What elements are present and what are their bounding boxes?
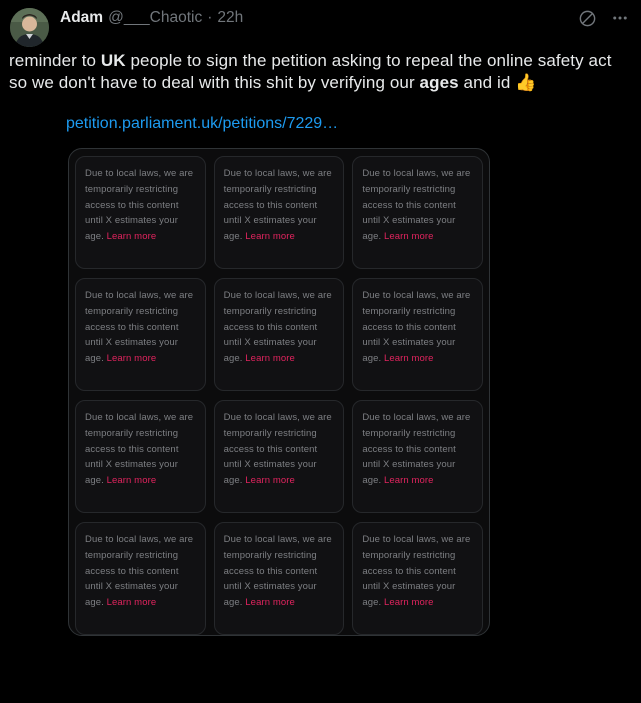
learn-more-link[interactable]: Learn more (383, 475, 434, 487)
restricted-media-tile[interactable] (214, 156, 345, 269)
thumbs-up-icon: 👍 (515, 73, 537, 93)
learn-more-link[interactable]: Learn more (245, 475, 295, 487)
restriction-text: Due to local laws, we are temporarily restricting access to this content until X estimates your age. Learn more (85, 534, 194, 609)
learn-more-link[interactable]: Learn more (106, 597, 157, 609)
media-container (0, 134, 641, 636)
tweet-text (0, 47, 641, 94)
restricted-media-tile[interactable] (75, 156, 206, 269)
header-actions (578, 9, 631, 28)
restricted-media-tile[interactable] (352, 400, 483, 513)
tweet-header-right (49, 8, 631, 28)
tweet-text-seg-0: reminder to (9, 51, 101, 70)
restricted-media-tile[interactable] (75, 278, 206, 391)
tweet-text-seg-2: people to sign the petition asking to repeal the online safety act so we don't have to deal with this shit by verifying our (9, 51, 612, 92)
mute-icon[interactable] (578, 9, 597, 28)
learn-more-link[interactable]: Learn more (106, 231, 157, 243)
restriction-text: Due to local laws, we are temporarily restricting access to this content until X estimates your age. Learn more (85, 168, 194, 243)
tweet-link[interactable]: petition.parliament.uk/petitions/7229… (66, 115, 339, 132)
restricted-media-tile[interactable] (75, 400, 206, 513)
learn-more-link[interactable]: Learn more (106, 475, 157, 487)
more-options-icon[interactable] (611, 9, 629, 27)
avatar[interactable] (10, 8, 49, 47)
restriction-text: Due to local laws, we are temporarily restricting access to this content until X estimates your age. Learn more (223, 290, 332, 365)
media-card[interactable] (68, 148, 490, 636)
author-display-name[interactable]: Adam (60, 9, 104, 26)
learn-more-link[interactable]: Learn more (383, 231, 434, 243)
timestamp[interactable]: 22h (217, 9, 244, 26)
restricted-media-tile[interactable] (352, 278, 483, 391)
tweet-header (0, 8, 641, 47)
media-grid (75, 156, 483, 635)
restriction-text: Due to local laws, we are temporarily restricting access to this content until X estimates your age. Learn more (223, 412, 332, 487)
restricted-media-tile[interactable] (352, 522, 483, 635)
tweet-text-seg-4: and id (458, 73, 516, 92)
restriction-text: Due to local laws, we are temporarily restricting access to this content until X estimates your age. Learn more (362, 168, 471, 243)
restricted-media-tile[interactable] (214, 278, 345, 391)
learn-more-link[interactable]: Learn more (383, 597, 434, 609)
learn-more-link[interactable]: Learn more (245, 353, 295, 365)
restriction-text: Due to local laws, we are temporarily restricting access to this content until X estimates your age. Learn more (362, 290, 471, 365)
tweet-text-seg-3: ages (419, 73, 459, 92)
restriction-text: Due to local laws, we are temporarily restricting access to this content until X estimates your age. Learn more (85, 412, 194, 487)
restriction-text: Due to local laws, we are temporarily restricting access to this content until X estimates your age. Learn more (362, 534, 471, 609)
restriction-text: Due to local laws, we are temporarily restricting access to this content until X estimates your age. Learn more (223, 534, 332, 609)
separator-dot: · (207, 9, 213, 26)
restricted-media-tile[interactable] (352, 156, 483, 269)
learn-more-link[interactable]: Learn more (245, 231, 295, 243)
learn-more-link[interactable]: Learn more (383, 353, 434, 365)
restriction-text: Due to local laws, we are temporarily restricting access to this content until X estimates your age. Learn more (85, 290, 194, 365)
restriction-text: Due to local laws, we are temporarily restricting access to this content until X estimates your age. Learn more (362, 412, 471, 487)
restricted-media-tile[interactable] (214, 522, 345, 635)
restricted-media-tile[interactable] (214, 400, 345, 513)
author-row (60, 8, 631, 28)
restriction-text: Due to local laws, we are temporarily restricting access to this content until X estimates your age. Learn more (223, 168, 332, 243)
tweet-text-seg-1: UK (100, 51, 126, 70)
restricted-media-tile[interactable] (75, 522, 206, 635)
author-handle[interactable]: @___Chaotic (108, 9, 203, 26)
learn-more-link[interactable]: Learn more (106, 353, 157, 365)
learn-more-link[interactable]: Learn more (245, 597, 295, 609)
avatar-image (10, 8, 49, 47)
